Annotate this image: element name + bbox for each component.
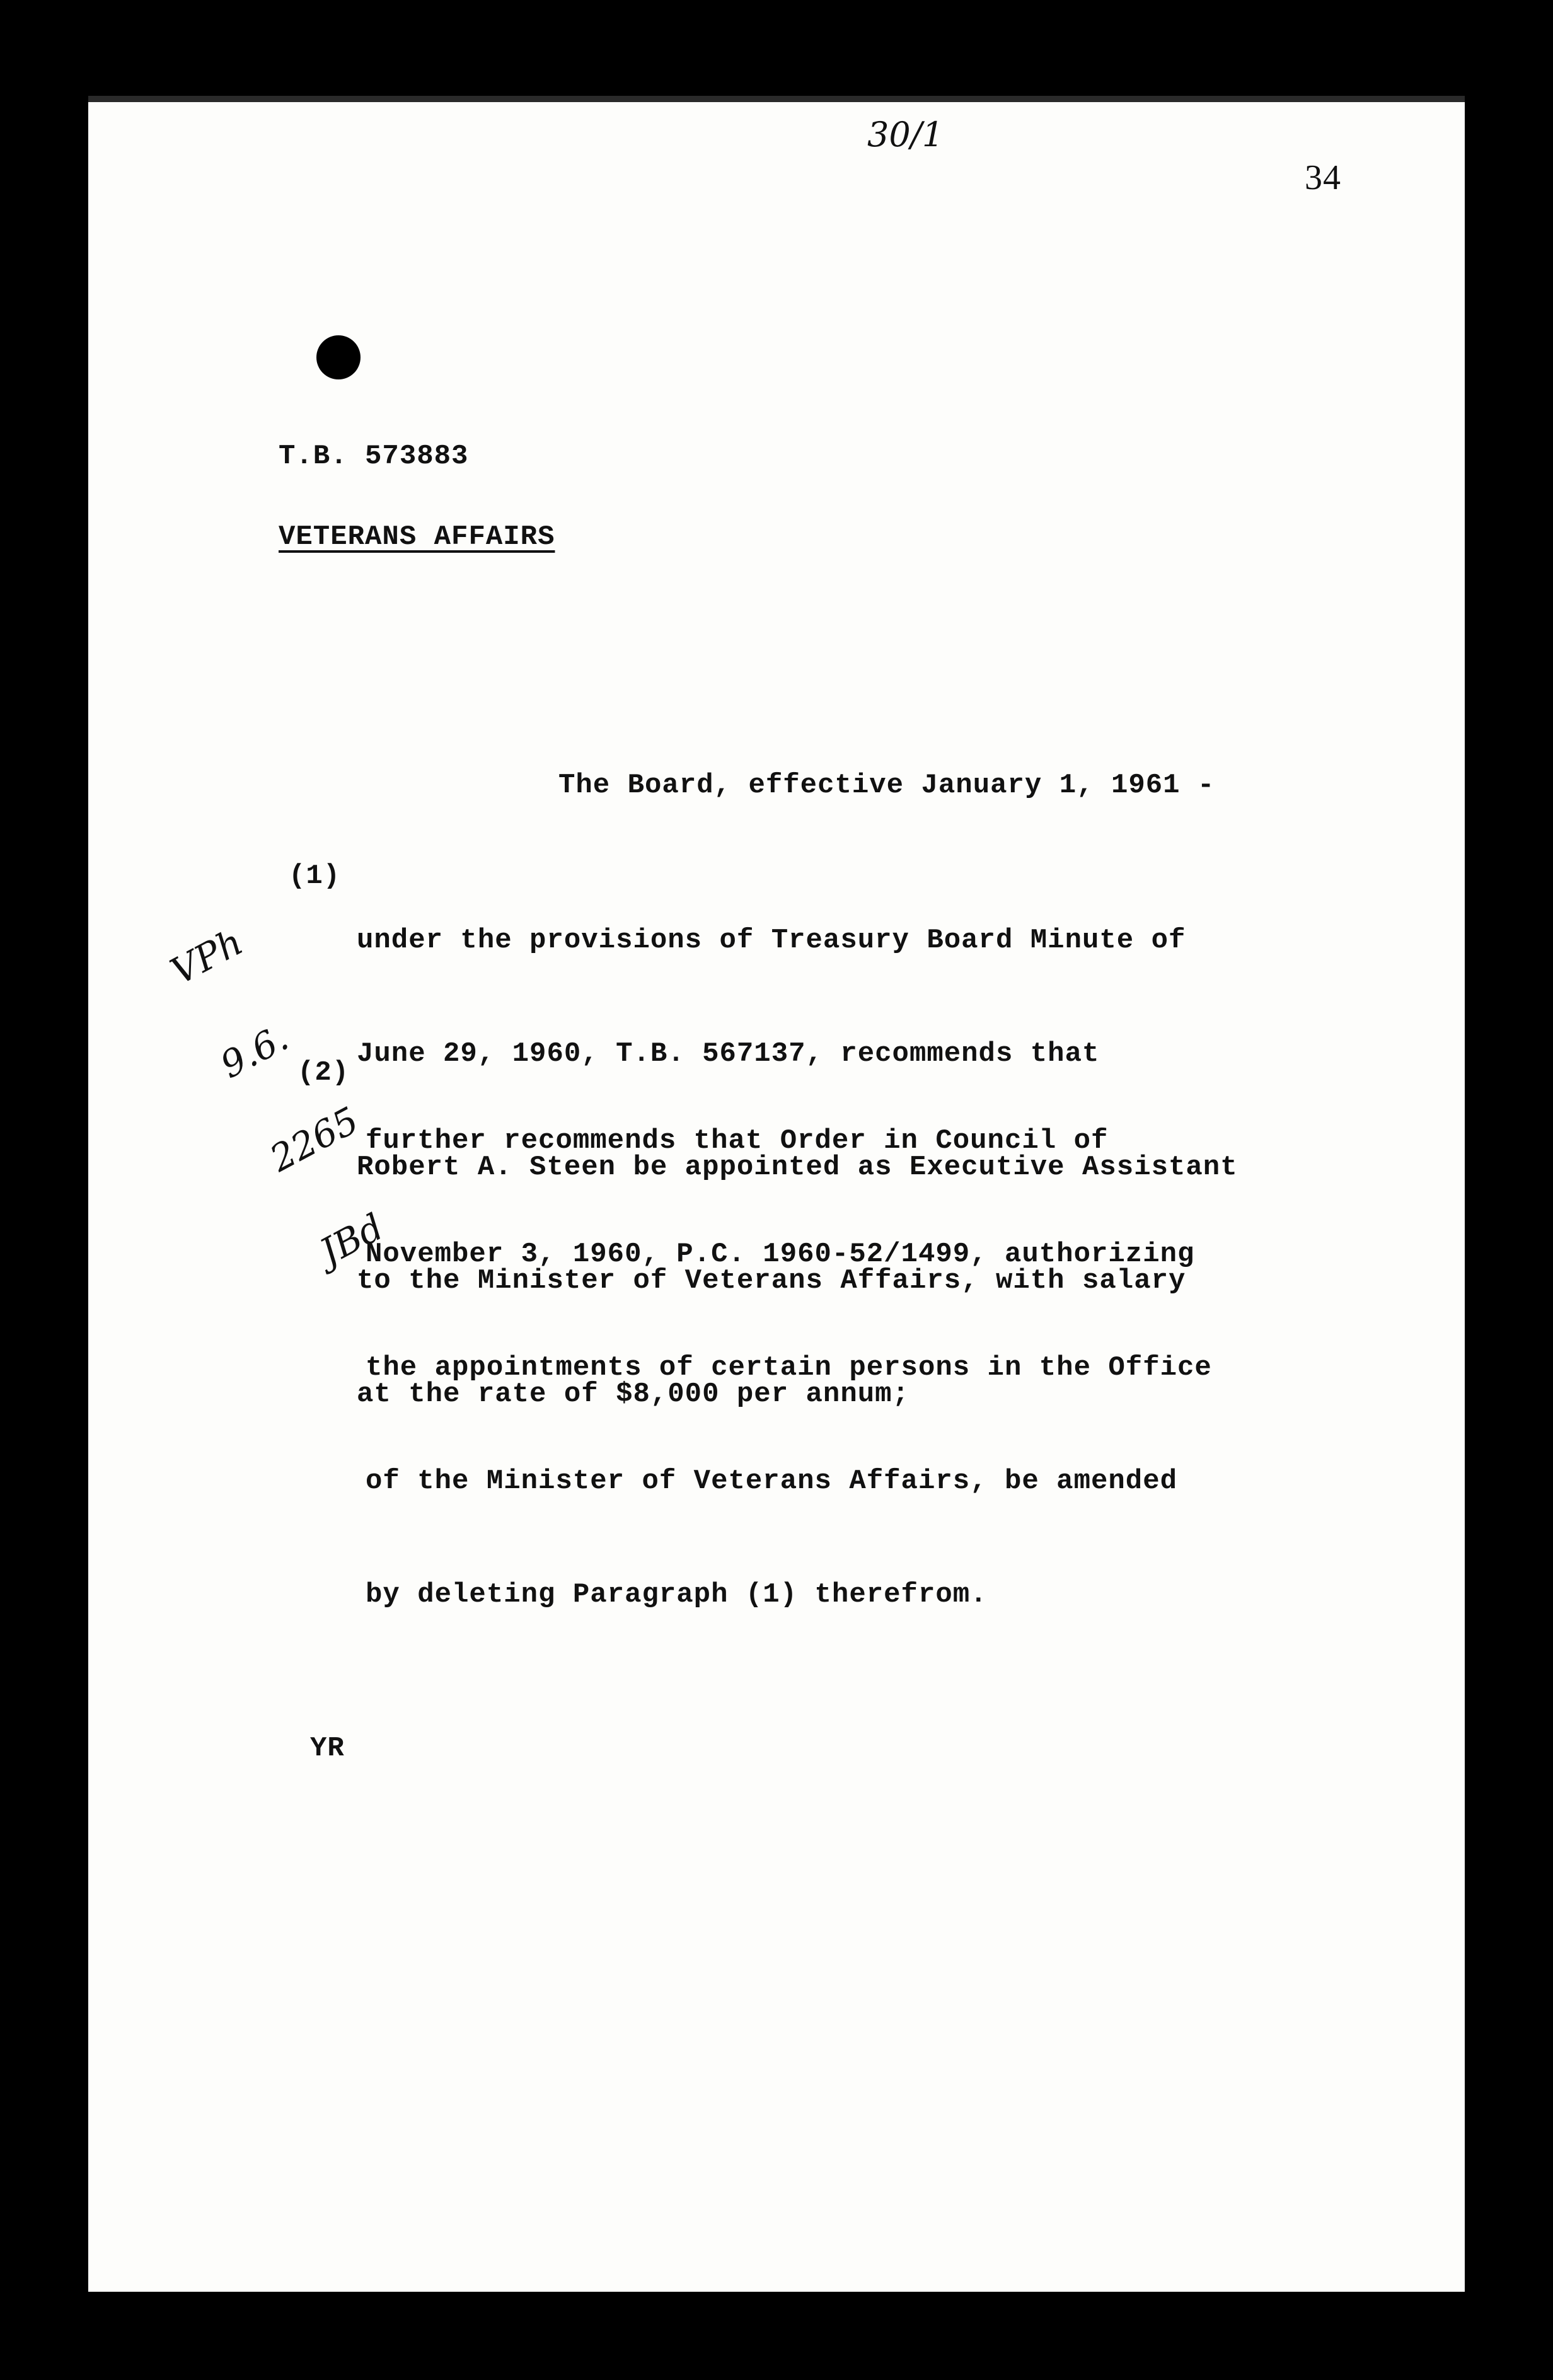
page-number: 34: [1305, 158, 1341, 197]
margin-initial: 2265: [263, 1098, 366, 1181]
paragraph-2-line: November 3, 1960, P.C. 1960-52/1499, authorizing: [366, 1239, 1195, 1270]
paragraph-1-line: June 29, 1960, T.B. 567137, recommends that: [357, 1038, 1100, 1070]
paragraph-1-line: Robert A. Steen be appointed as Executive Assistant: [357, 1152, 1238, 1183]
department-heading: VETERANS AFFAIRS: [279, 521, 555, 553]
file-number: T.B. 573883: [279, 441, 469, 472]
paragraph-2-text: [366, 1046, 1212, 1689]
margin-initial: 9.6.: [213, 1015, 296, 1087]
paragraph-1-line: under the provisions of Treasury Board Minute of: [357, 925, 1186, 956]
paragraph-2-line: of the Minister of Veterans Affairs, be amended: [366, 1465, 1178, 1497]
punch-hole-mark: [316, 335, 361, 379]
paragraph-2-line: by deleting Paragraph (1) therefrom.: [366, 1579, 988, 1610]
paragraph-2-marker: (2): [297, 1057, 350, 1089]
paragraph-1-line: at the rate of $8,000 per annum;: [357, 1378, 909, 1410]
typist-initials: YR: [310, 1733, 345, 1764]
preamble-line: The Board, effective January 1, 1961 -: [558, 770, 1215, 801]
paragraph-1-marker: (1): [289, 860, 341, 892]
document-page: [88, 96, 1465, 2292]
handwritten-folio-number: 30/1: [867, 115, 944, 154]
paragraph-2-line: further recommends that Order in Council of: [366, 1125, 1109, 1157]
margin-initial: JBd: [313, 1205, 391, 1274]
paragraph-1-line: to the Minister of Veterans Affairs, with salary: [357, 1265, 1186, 1297]
paragraph-2-line: the appointments of certain persons in the Office: [366, 1352, 1212, 1384]
margin-initial: VPh: [163, 920, 250, 993]
